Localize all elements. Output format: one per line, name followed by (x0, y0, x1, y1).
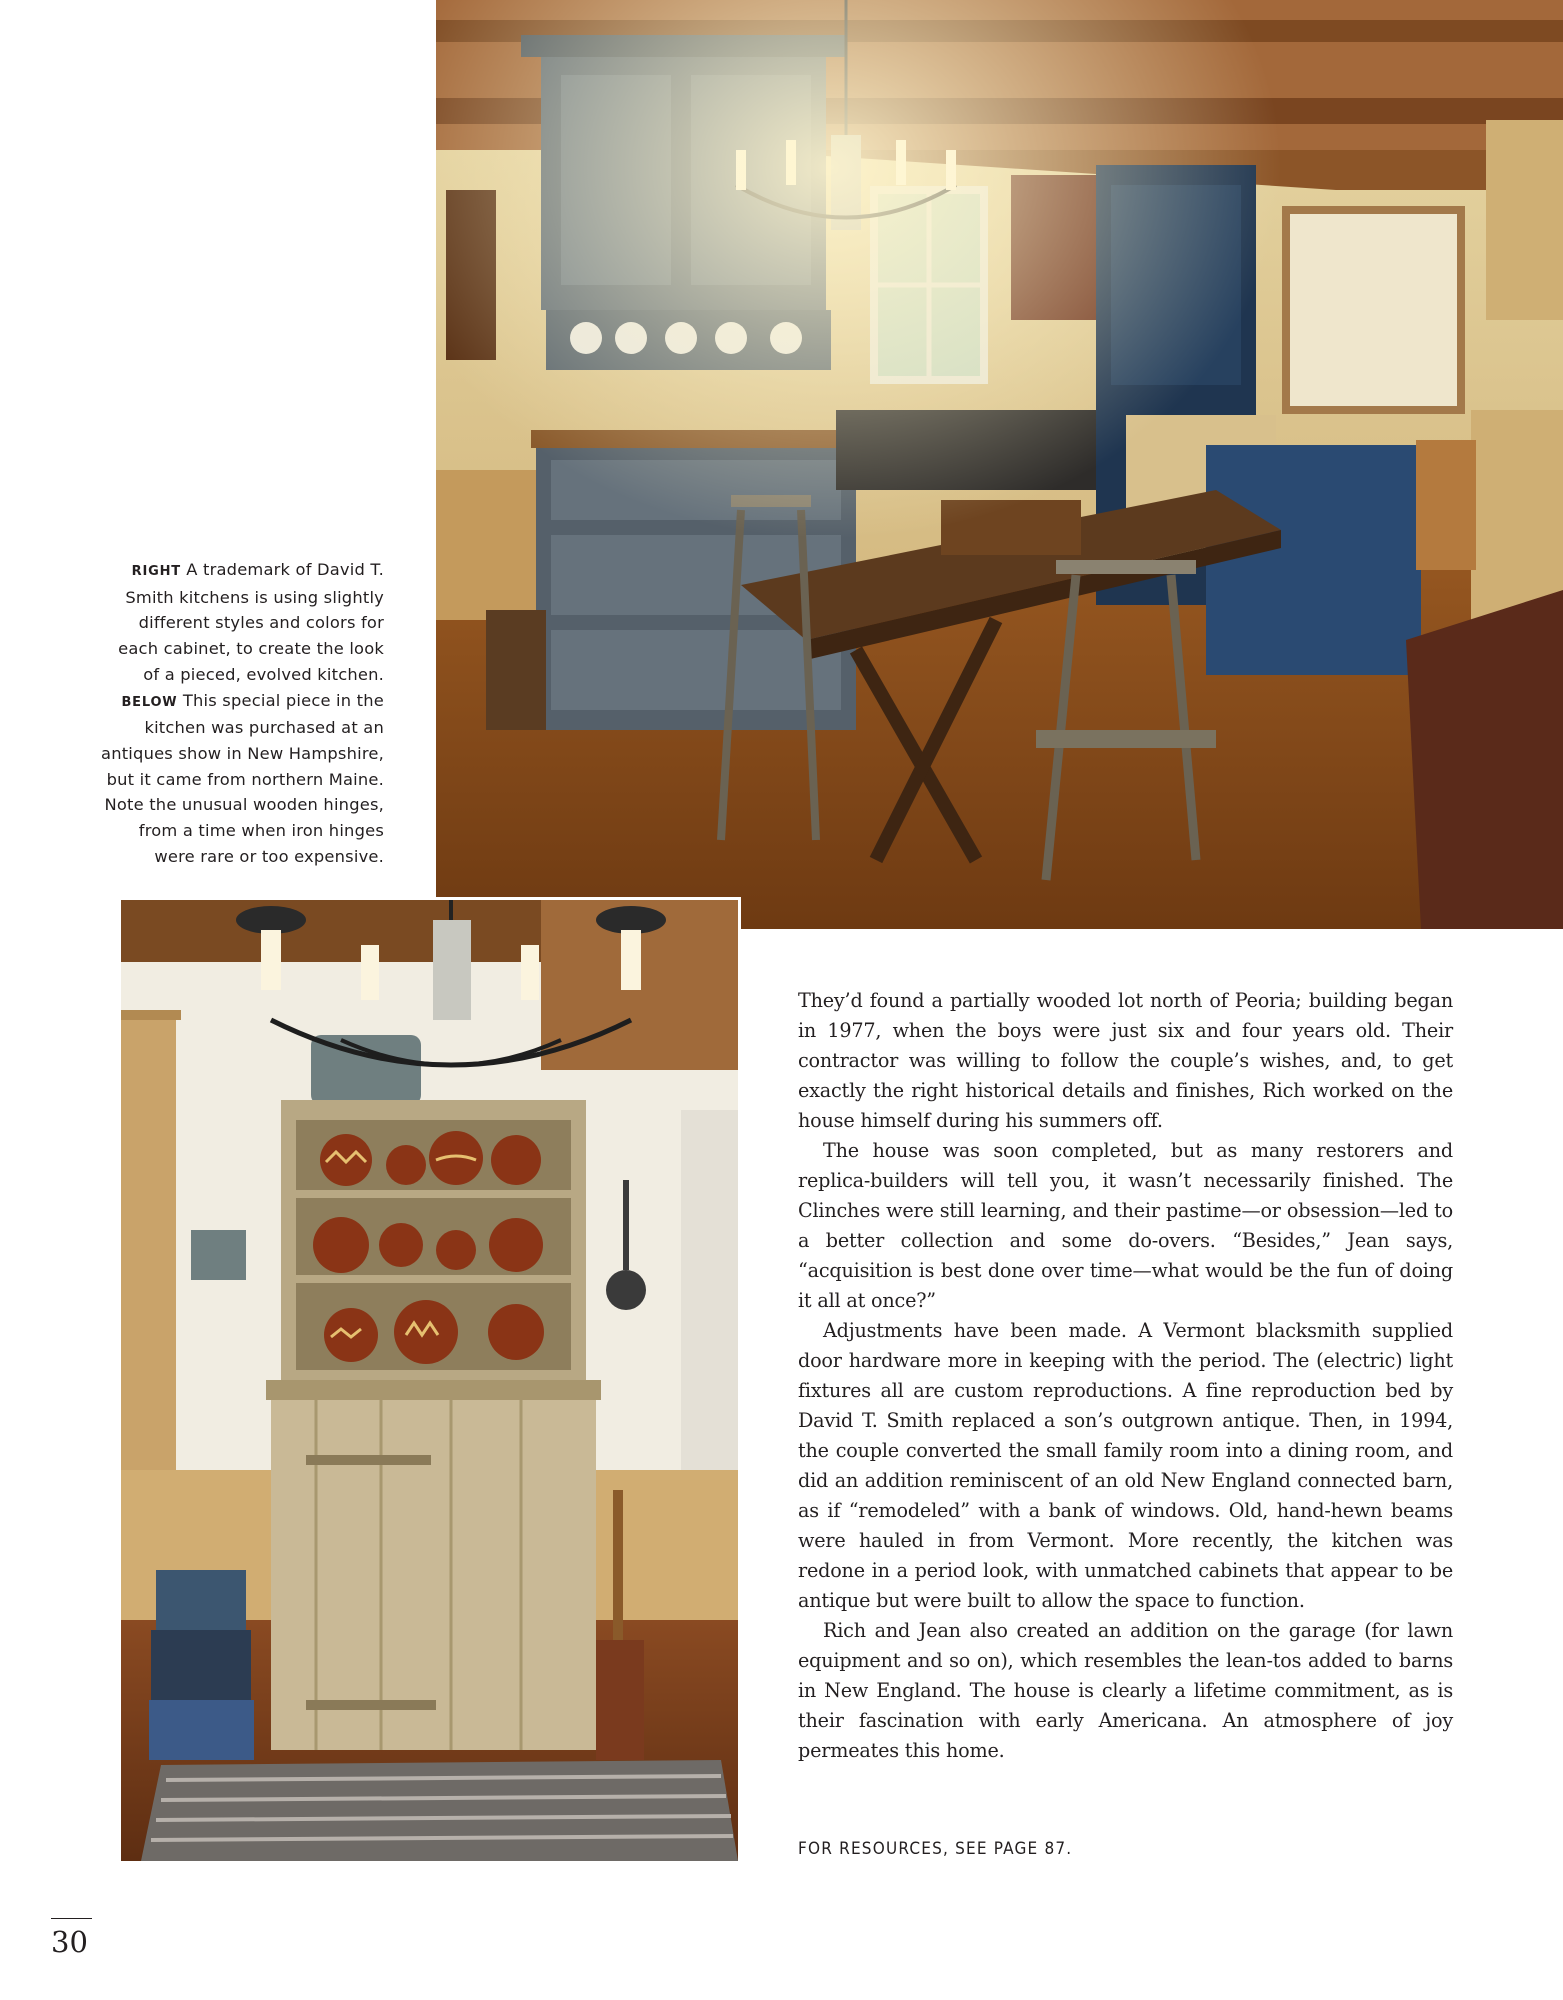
article-paragraph: The house was soon completed, but as many restorers and replica-builders will tell you, it wasn’t necessarily finished. The Clinches were still learning, and their pastime—or obsession—led to a better collection and some do-overs. “Besides,” Jean says, “acquisition is best done over time—what would be the fun of doing it all at once?” (798, 1139, 1453, 1312)
article-paragraph: Adjustments have been made. A Vermont blacksmith supplied door hardware more in keeping with the period. The (electric) light fixtures all are custom reproductions. A fine reproduction bed by David T. Smith replaced a son’s outgrown antique. Then, in 1994, the couple converted the small family room into a dining room, and did an addition reminiscent of an old New England connected barn, as if “remodeled” with a bank of windows. Old, hand-hewn beams were hauled in from Vermont. More recently, the kitchen was redone in a period look, with unmatched cabinets that appear to be antique but were built to allow the space to function. (798, 1319, 1453, 1612)
article-paragraph: Rich and Jean also created an addition on the garage (for lawn equipment and so on), which resembles the lean-tos added to barns in New England. The house is clearly a lifetime commitment, as is their fascination with early Americana. An atmosphere of joy permeates this home. (798, 1619, 1453, 1762)
caption-below-text: This special piece in the kitchen was purchased at an antiques show in New Hampshire, but it came from northern Maine. Note the unusual wooden hinges, from a time when iron hinges were rare or too expensive. (101, 690, 384, 866)
article-body (798, 986, 1453, 1766)
caption-right-text: A trademark of David T. Smith kitchens is using slightly different styles and colors for each cabinet, to create the look of a pieced, evolved kitchen. (118, 560, 384, 684)
folio-rule (51, 1918, 92, 1919)
resources-note: FOR RESOURCES, SEE PAGE 87. (798, 1839, 1073, 1859)
cupboard-photo (118, 897, 741, 1864)
kitchen-photo (436, 0, 1563, 929)
page-number: 30 (51, 1925, 88, 1959)
caption-below-label: BELOW (121, 694, 178, 710)
caption-right-label: RIGHT (131, 564, 181, 579)
article-paragraph: They’d found a partially wooded lot north of Peoria; building began in 1977, when the boys were just six and four years old. Their contractor was willing to follow the couple’s wishes, and, to get exactly the right historical details and finishes, Rich worked on the house himself during his summers off. (798, 989, 1453, 1132)
photo-caption (100, 557, 384, 869)
